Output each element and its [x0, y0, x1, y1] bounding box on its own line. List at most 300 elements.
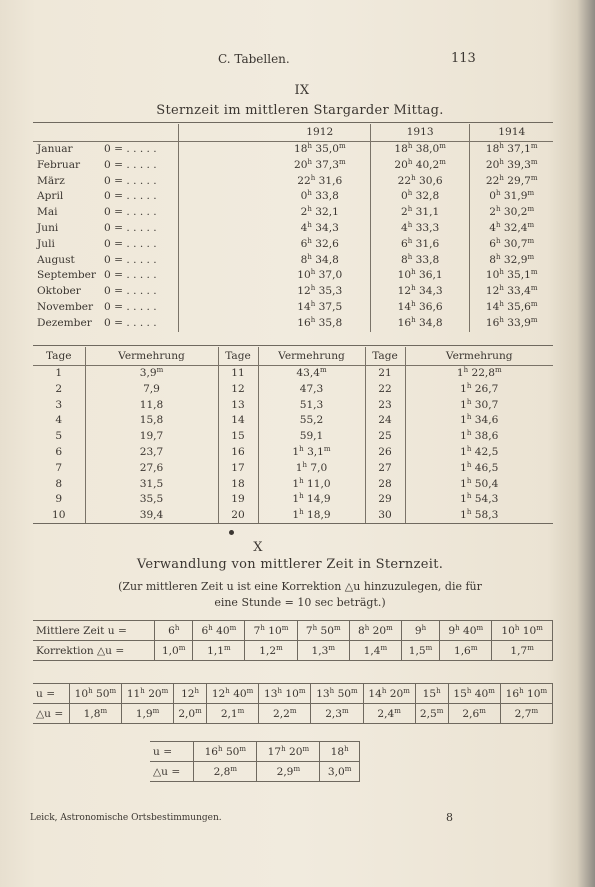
unit-superscript: m	[476, 623, 484, 632]
minutes: 11,0	[307, 477, 331, 490]
minutes: 22,8	[471, 367, 496, 379]
unit-superscript: h	[436, 686, 441, 695]
minutes: 1,4	[363, 644, 381, 657]
hours: 8	[358, 624, 365, 637]
hours: 1	[292, 493, 300, 506]
day-number: 29	[365, 492, 405, 508]
unit-superscript: m	[344, 764, 352, 773]
minutes: 33,3	[415, 221, 440, 234]
sidereal-time-table	[33, 124, 553, 332]
unit-superscript: h	[407, 205, 413, 214]
unit-superscript: h	[88, 686, 93, 695]
header-spacer	[100, 124, 179, 142]
hours: 1	[460, 382, 467, 395]
hours: 2	[401, 206, 408, 219]
sidereal-value	[470, 316, 553, 332]
minutes: 20	[372, 624, 387, 637]
day-number: 7	[55, 461, 63, 474]
minutes: 1,5	[408, 644, 426, 657]
table-row	[33, 284, 553, 300]
increase-value	[85, 477, 218, 493]
row-time	[33, 684, 553, 704]
sidereal-value	[270, 253, 371, 269]
unit-superscript: m	[333, 623, 341, 632]
unit-superscript: m	[403, 686, 410, 695]
increase-value	[85, 508, 218, 524]
hours: 15	[422, 687, 437, 700]
unit-superscript: m	[328, 643, 335, 652]
hours: 12	[297, 285, 311, 298]
sidereal-value	[370, 253, 470, 269]
increase-value	[258, 492, 365, 508]
minutes: 30,2	[503, 206, 528, 219]
minutes: 37,1	[507, 143, 531, 155]
unit-superscript: m	[156, 366, 164, 374]
unit-superscript: m	[323, 444, 331, 453]
spacer-cell	[179, 221, 270, 237]
col-increase: Vermehrung	[258, 347, 365, 366]
hours: 16	[485, 316, 500, 329]
increase-value	[405, 366, 553, 382]
unit-superscript: m	[527, 220, 535, 229]
minutes: 31,5	[139, 477, 164, 490]
sidereal-value	[470, 158, 553, 174]
minutes: 34,3	[419, 285, 443, 298]
minutes: 2,3	[325, 707, 343, 720]
time-value	[206, 684, 258, 704]
unit-superscript: h	[496, 220, 501, 229]
unit-superscript: m	[540, 686, 548, 695]
spacer-cell	[179, 174, 270, 190]
correction-value	[257, 762, 320, 782]
sidereal-value	[470, 221, 553, 237]
minutes: 35,3	[318, 285, 343, 298]
minutes: 2,5	[419, 707, 437, 720]
day-number: 2	[55, 382, 63, 395]
hours: 1	[460, 398, 467, 411]
unit-superscript: m	[530, 268, 538, 277]
hours: 1	[292, 445, 300, 458]
minutes: 1,8	[83, 707, 101, 720]
zero-equation: 0 = . . . . .	[104, 190, 157, 203]
minutes: 36,1	[419, 269, 443, 282]
increase-value	[258, 366, 365, 382]
unit-superscript: h	[466, 429, 472, 438]
year-header: 1913	[370, 124, 470, 142]
minutes: 15,8	[139, 414, 164, 427]
sidereal-value	[370, 316, 470, 332]
hours: 9	[448, 624, 456, 637]
sidereal-value	[470, 189, 553, 205]
unit-superscript: h	[466, 444, 472, 453]
table-row	[33, 189, 553, 205]
ink-dot	[229, 530, 234, 535]
day-number: 24	[365, 413, 405, 429]
minutes: 23,7	[139, 445, 164, 458]
unit-superscript: h	[407, 220, 413, 229]
unit-superscript: m	[530, 299, 538, 308]
time-value	[121, 684, 173, 704]
increase-value	[405, 445, 553, 461]
unit-superscript: m	[530, 142, 538, 150]
spacer-cell	[179, 189, 270, 205]
hours: 10	[485, 269, 500, 282]
increase-value	[85, 382, 218, 398]
hours: 12	[485, 285, 500, 298]
hours: 12	[181, 687, 195, 700]
minutes: 7,9	[143, 382, 160, 395]
page-number: 113	[451, 51, 476, 66]
hours: 1	[292, 509, 300, 522]
label-correction: △u =	[150, 762, 194, 782]
correction-value	[121, 704, 173, 724]
unit-superscript: h	[208, 623, 213, 632]
unit-superscript: h	[499, 157, 504, 166]
minutes: 30,7	[474, 398, 499, 411]
minutes: 34,6	[474, 414, 499, 427]
unit-superscript: m	[439, 157, 446, 166]
time-value	[415, 684, 448, 704]
unit-superscript: m	[436, 706, 444, 715]
unit-superscript: h	[496, 205, 501, 214]
minutes: 32,9	[503, 253, 528, 266]
increase-value	[85, 413, 218, 429]
minutes: 1,9	[135, 707, 153, 720]
label-correction: Korrektion △u =	[33, 641, 155, 661]
hours: 6	[201, 624, 209, 637]
minutes: 18,9	[307, 509, 331, 522]
table-x-subtitle-line1: (Zur mittleren Zeit u ist eine Korrektion △u hinzuzulegen, die für	[118, 580, 482, 593]
unit-superscript: h	[299, 476, 304, 485]
unit-superscript: h	[519, 686, 524, 695]
unit-superscript: h	[307, 205, 312, 214]
day-number: 1	[55, 367, 63, 379]
time-value	[363, 684, 415, 704]
table-row	[33, 174, 553, 190]
row-correction	[33, 704, 553, 724]
hours: 13	[264, 687, 278, 700]
unit-superscript: h	[307, 189, 312, 198]
minutes: 33,4	[507, 285, 531, 298]
time-value	[69, 684, 121, 704]
table-row	[33, 398, 553, 414]
unit-superscript: m	[380, 643, 388, 652]
increase-value	[258, 477, 365, 493]
minutes: 32,6	[315, 237, 339, 250]
unit-superscript: h	[407, 189, 413, 198]
hours: 16	[397, 316, 412, 329]
hours: 18	[394, 143, 408, 155]
minutes: 29,7	[507, 174, 531, 187]
table-vermehrung-bottom-rule	[33, 523, 553, 524]
unit-superscript: h	[466, 381, 472, 390]
unit-superscript: h	[307, 157, 312, 166]
minutes: 10	[526, 687, 541, 700]
header-spacer	[179, 124, 270, 142]
row-correction	[33, 641, 553, 661]
unit-superscript: h	[411, 268, 416, 277]
unit-superscript: m	[276, 643, 283, 652]
time-value	[259, 684, 311, 704]
minutes: 19,7	[139, 430, 164, 443]
unit-superscript: h	[466, 460, 472, 469]
increase-value	[85, 366, 218, 382]
minutes: 40	[216, 624, 230, 637]
unit-superscript: m	[394, 706, 401, 715]
hours: 1	[460, 509, 467, 522]
hours: 2	[489, 206, 497, 219]
minutes: 30,6	[419, 174, 443, 187]
day-number: 5	[55, 430, 63, 443]
footer-reference: Leick, Astronomische Ortsbestimmungen.	[30, 813, 222, 823]
minutes: 50	[320, 624, 334, 637]
minutes: 2,7	[514, 707, 532, 720]
sidereal-value	[270, 158, 371, 174]
time-value	[448, 684, 500, 704]
unit-superscript: h	[364, 623, 370, 632]
minutes: 1,2	[259, 644, 277, 657]
label-time: u =	[150, 742, 194, 762]
unit-superscript: h	[218, 744, 223, 753]
hours: 22	[397, 174, 412, 187]
month-name: September	[37, 269, 96, 282]
increase-value	[85, 492, 218, 508]
table-row	[33, 461, 553, 477]
correction-value	[155, 641, 193, 661]
hours: 6	[300, 237, 308, 250]
correction-value	[415, 704, 448, 724]
minutes: 40	[462, 624, 477, 637]
month-name: Dezember	[37, 316, 92, 329]
correction-value	[440, 641, 492, 661]
hours: 17	[267, 745, 282, 758]
table-ix-title: Sternzeit im mittleren Stargarder Mittag.	[156, 103, 444, 118]
table-row	[33, 413, 553, 429]
unit-superscript: h	[514, 623, 520, 632]
hours: 1	[460, 461, 467, 474]
minutes: 39,3	[507, 158, 531, 171]
minutes: 38,0	[415, 143, 440, 155]
minutes: 35,8	[318, 316, 343, 329]
unit-superscript: m	[281, 623, 289, 632]
hours: 8	[489, 253, 497, 266]
spacer-cell	[179, 284, 270, 300]
unit-superscript: m	[109, 686, 117, 695]
time-value	[311, 684, 363, 704]
sidereal-value	[270, 268, 371, 284]
unit-superscript: m	[527, 252, 535, 261]
table-x-numeral: X	[253, 540, 263, 555]
minutes: 31,9	[503, 190, 528, 203]
minutes: 32,1	[315, 206, 339, 219]
hours: 4	[300, 221, 308, 234]
zero-equation: 0 = . . . . .	[104, 158, 157, 171]
correction-value	[174, 704, 207, 724]
unit-superscript: h	[466, 686, 472, 695]
minutes: 1,6	[453, 644, 471, 657]
hours: 1	[460, 445, 467, 458]
unit-superscript: m	[527, 236, 535, 245]
hours: 1	[295, 461, 303, 474]
sidereal-value	[270, 284, 371, 300]
sidereal-value	[370, 174, 470, 190]
day-number: 18	[218, 477, 258, 493]
hours: 20	[293, 158, 308, 171]
correction-value	[206, 704, 258, 724]
minutes: 30,7	[503, 237, 528, 250]
unit-superscript: m	[530, 284, 538, 293]
table-row	[33, 300, 553, 316]
hours: 4	[401, 221, 408, 234]
unit-superscript: h	[466, 413, 472, 422]
month-name: Mai	[37, 206, 58, 219]
unit-superscript: h	[499, 173, 504, 182]
hours: 1	[292, 477, 300, 490]
year-header: 1912	[270, 124, 371, 142]
minutes: 37,5	[318, 300, 343, 313]
minutes: 10	[268, 624, 282, 637]
increase-value	[405, 508, 553, 524]
unit-superscript: h	[499, 299, 504, 308]
minutes: 35,6	[507, 300, 531, 313]
unit-superscript: m	[531, 706, 539, 715]
unit-superscript: m	[239, 744, 247, 753]
hours: 2	[300, 206, 308, 219]
increase-value	[405, 461, 553, 477]
minutes: 11,8	[139, 398, 164, 411]
sidereal-value	[470, 174, 553, 190]
hours: 1	[460, 430, 467, 443]
sidereal-value	[370, 205, 470, 221]
minutes: 37,0	[318, 269, 343, 282]
unit-superscript: m	[319, 366, 327, 374]
minutes: 33,9	[507, 316, 531, 329]
spacer-cell	[179, 205, 270, 221]
sidereal-value	[370, 284, 470, 300]
minutes: 2,2	[273, 707, 290, 720]
time-value	[402, 621, 440, 641]
correction-value	[363, 704, 415, 724]
hours: 14	[297, 300, 311, 313]
minutes: 50,4	[474, 477, 499, 490]
unit-superscript: h	[466, 508, 472, 517]
day-number: 27	[365, 461, 405, 477]
correction-value	[320, 762, 360, 782]
sidereal-value	[270, 300, 371, 316]
table-vermehrung-top-rule	[33, 345, 553, 346]
spacer-cell	[179, 142, 270, 158]
unit-superscript: m	[342, 706, 349, 715]
day-number: 23	[365, 398, 405, 414]
table-row	[33, 158, 553, 174]
time-value	[155, 621, 193, 641]
correction-value	[492, 641, 553, 661]
hours: 20	[485, 158, 500, 171]
unit-superscript: m	[338, 157, 346, 166]
minutes: 54,3	[474, 493, 499, 506]
minutes: 39,4	[139, 509, 164, 522]
sidereal-value	[470, 205, 553, 221]
sidereal-value	[270, 189, 371, 205]
correction-table-3	[150, 741, 360, 782]
minutes: 47,3	[299, 382, 324, 395]
sidereal-value	[370, 300, 470, 316]
minutes: 40	[474, 687, 489, 700]
col-increase: Vermehrung	[85, 347, 218, 366]
sidereal-value	[470, 237, 553, 253]
hours: 1	[460, 493, 467, 506]
time-value	[245, 621, 297, 641]
hours: 10	[397, 269, 412, 282]
increase-value	[258, 429, 365, 445]
unit-superscript: h	[496, 236, 501, 245]
row-time	[33, 621, 553, 641]
hours: 12	[211, 687, 226, 700]
time-value	[174, 684, 207, 704]
time-value	[297, 621, 349, 641]
minutes: 2,4	[377, 707, 395, 720]
sidereal-value	[470, 284, 553, 300]
minutes: 34,8	[315, 253, 339, 266]
unit-superscript: m	[229, 623, 237, 632]
unit-superscript: h	[299, 492, 304, 501]
minutes: 20	[389, 687, 404, 700]
unit-superscript: h	[411, 299, 416, 308]
minutes: 55,2	[299, 414, 324, 427]
increase-value	[85, 429, 218, 445]
hours: 15	[453, 687, 467, 700]
month-name: Oktober	[37, 285, 81, 298]
minutes: 1,1	[207, 644, 224, 657]
minutes: 20	[148, 687, 162, 700]
unit-superscript: m	[488, 686, 495, 695]
unit-superscript: h	[411, 315, 416, 324]
unit-superscript: m	[439, 142, 446, 150]
running-header: C. Tabellen.	[218, 52, 290, 66]
minutes: 40	[233, 687, 247, 700]
label-time: Mittlere Zeit u =	[33, 621, 155, 641]
minutes: 1,3	[311, 644, 329, 657]
unit-superscript: m	[237, 706, 245, 715]
minutes: 3,0	[327, 765, 345, 778]
table-x-subtitle-line2: eine Stunde = 10 sec beträgt.)	[214, 596, 386, 609]
minutes: 50	[337, 687, 352, 700]
unit-superscript: h	[407, 252, 413, 261]
hours: 9	[414, 624, 422, 637]
minutes: 31,1	[415, 206, 440, 219]
increase-value	[405, 492, 553, 508]
day-number: 28	[365, 477, 405, 493]
minutes: 38,6	[474, 430, 499, 443]
day-number: 12	[218, 382, 258, 398]
minutes: 2,8	[213, 765, 231, 778]
correction-table-2	[33, 683, 553, 724]
unit-superscript: m	[530, 315, 538, 324]
minutes: 2,0	[178, 707, 196, 720]
month-name: März	[37, 174, 65, 187]
increase-value	[258, 508, 365, 524]
minutes: 35,0	[315, 143, 339, 155]
table-row	[33, 237, 553, 253]
unit-superscript: h	[310, 173, 316, 182]
minutes: 2,1	[220, 707, 238, 720]
spacer-cell	[179, 300, 270, 316]
sidereal-value	[270, 142, 371, 158]
month-name: August	[37, 253, 75, 266]
minutes: 1,7	[510, 644, 528, 657]
hours: 1	[456, 367, 464, 379]
unit-superscript: h	[307, 220, 312, 229]
